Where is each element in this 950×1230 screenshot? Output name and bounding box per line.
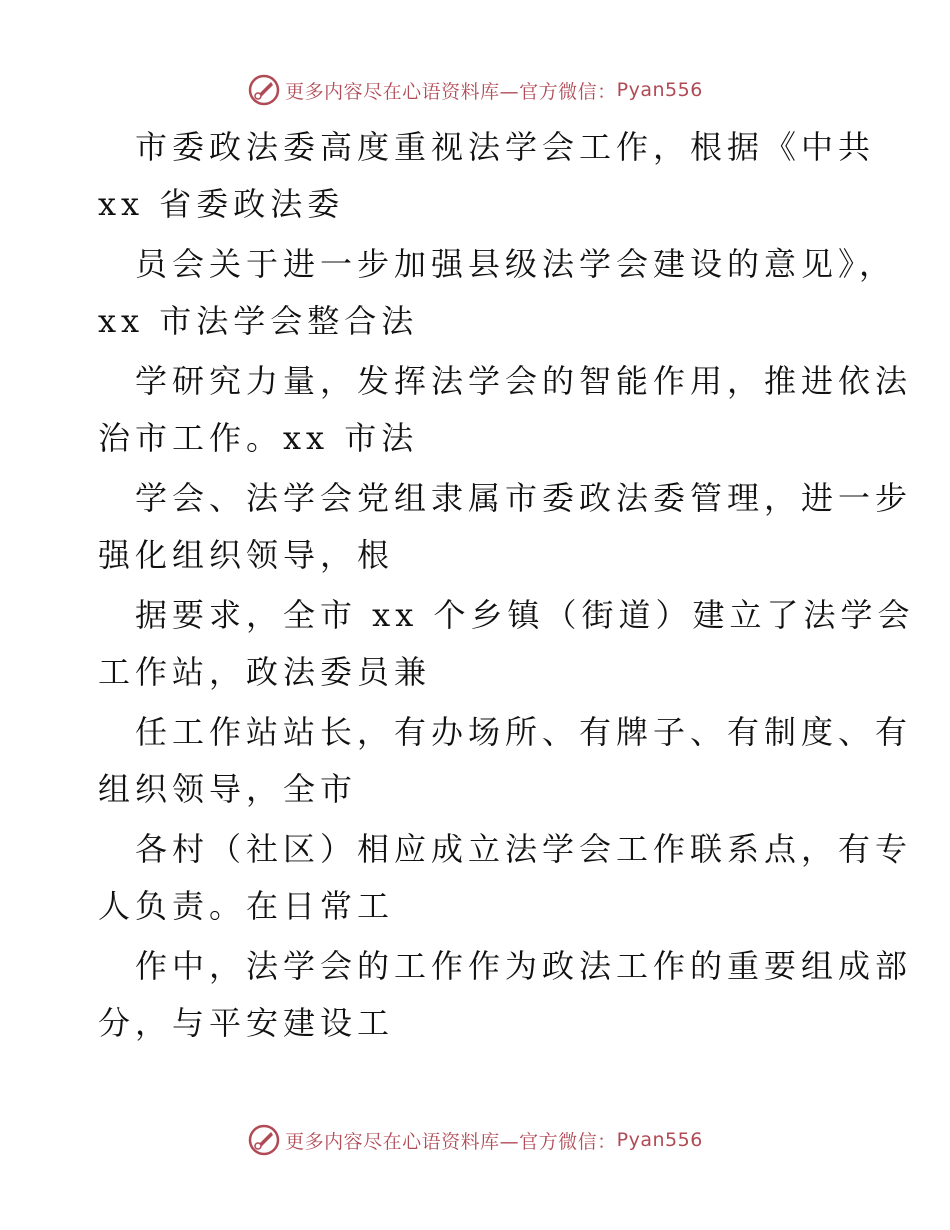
text-line: xx 市法学会整合法 — [98, 302, 419, 340]
watermark-text: 更多内容尽在心语资料库—官方微信： — [285, 1130, 617, 1153]
header-watermark — [0, 70, 950, 110]
text-line: 工作站，政法委员兼 — [98, 653, 432, 691]
text-line: 人负责。在日常工 — [98, 887, 395, 925]
text-line: 学会、法学会党组隶属市委政法委管理，进一步 — [135, 479, 913, 517]
footer-watermark — [0, 1120, 950, 1160]
text-line: 学研究力量，发挥法学会的智能作用，推进依法 — [135, 362, 913, 400]
watermark-text: 更多内容尽在心语资料库—官方微信： — [285, 80, 617, 103]
text-line: 据要求，全市 xx 个乡镇（街道）建立了法学会 — [135, 596, 915, 634]
text-line: 治市工作。xx 市法 — [98, 419, 419, 457]
quill-seal-icon — [247, 73, 281, 107]
text-line: 员会关于进一步加强县级法学会建设的意见》， — [135, 245, 897, 283]
text-line: 组织领导，全市 — [98, 770, 358, 808]
text-line: 强化组织领导，根 — [98, 536, 395, 574]
text-line: 任工作站站长，有办场所、有牌子、有制度、有 — [135, 713, 913, 751]
text-line: 各村（社区）相应成立法学会工作联系点，有专 — [135, 830, 913, 868]
watermark-wechat-id: Pyan556 — [616, 79, 703, 101]
quill-seal-icon — [247, 1123, 281, 1157]
text-line: 作中，法学会的工作作为政法工作的重要组成部 — [135, 947, 913, 985]
text-line: 分，与平安建设工 — [98, 1004, 395, 1042]
text-line: 市委政法委高度重视法学会工作，根据《中共 — [135, 128, 876, 166]
watermark-wechat-id: Pyan556 — [616, 1129, 703, 1151]
text-line: xx 省委政法委 — [98, 185, 345, 223]
